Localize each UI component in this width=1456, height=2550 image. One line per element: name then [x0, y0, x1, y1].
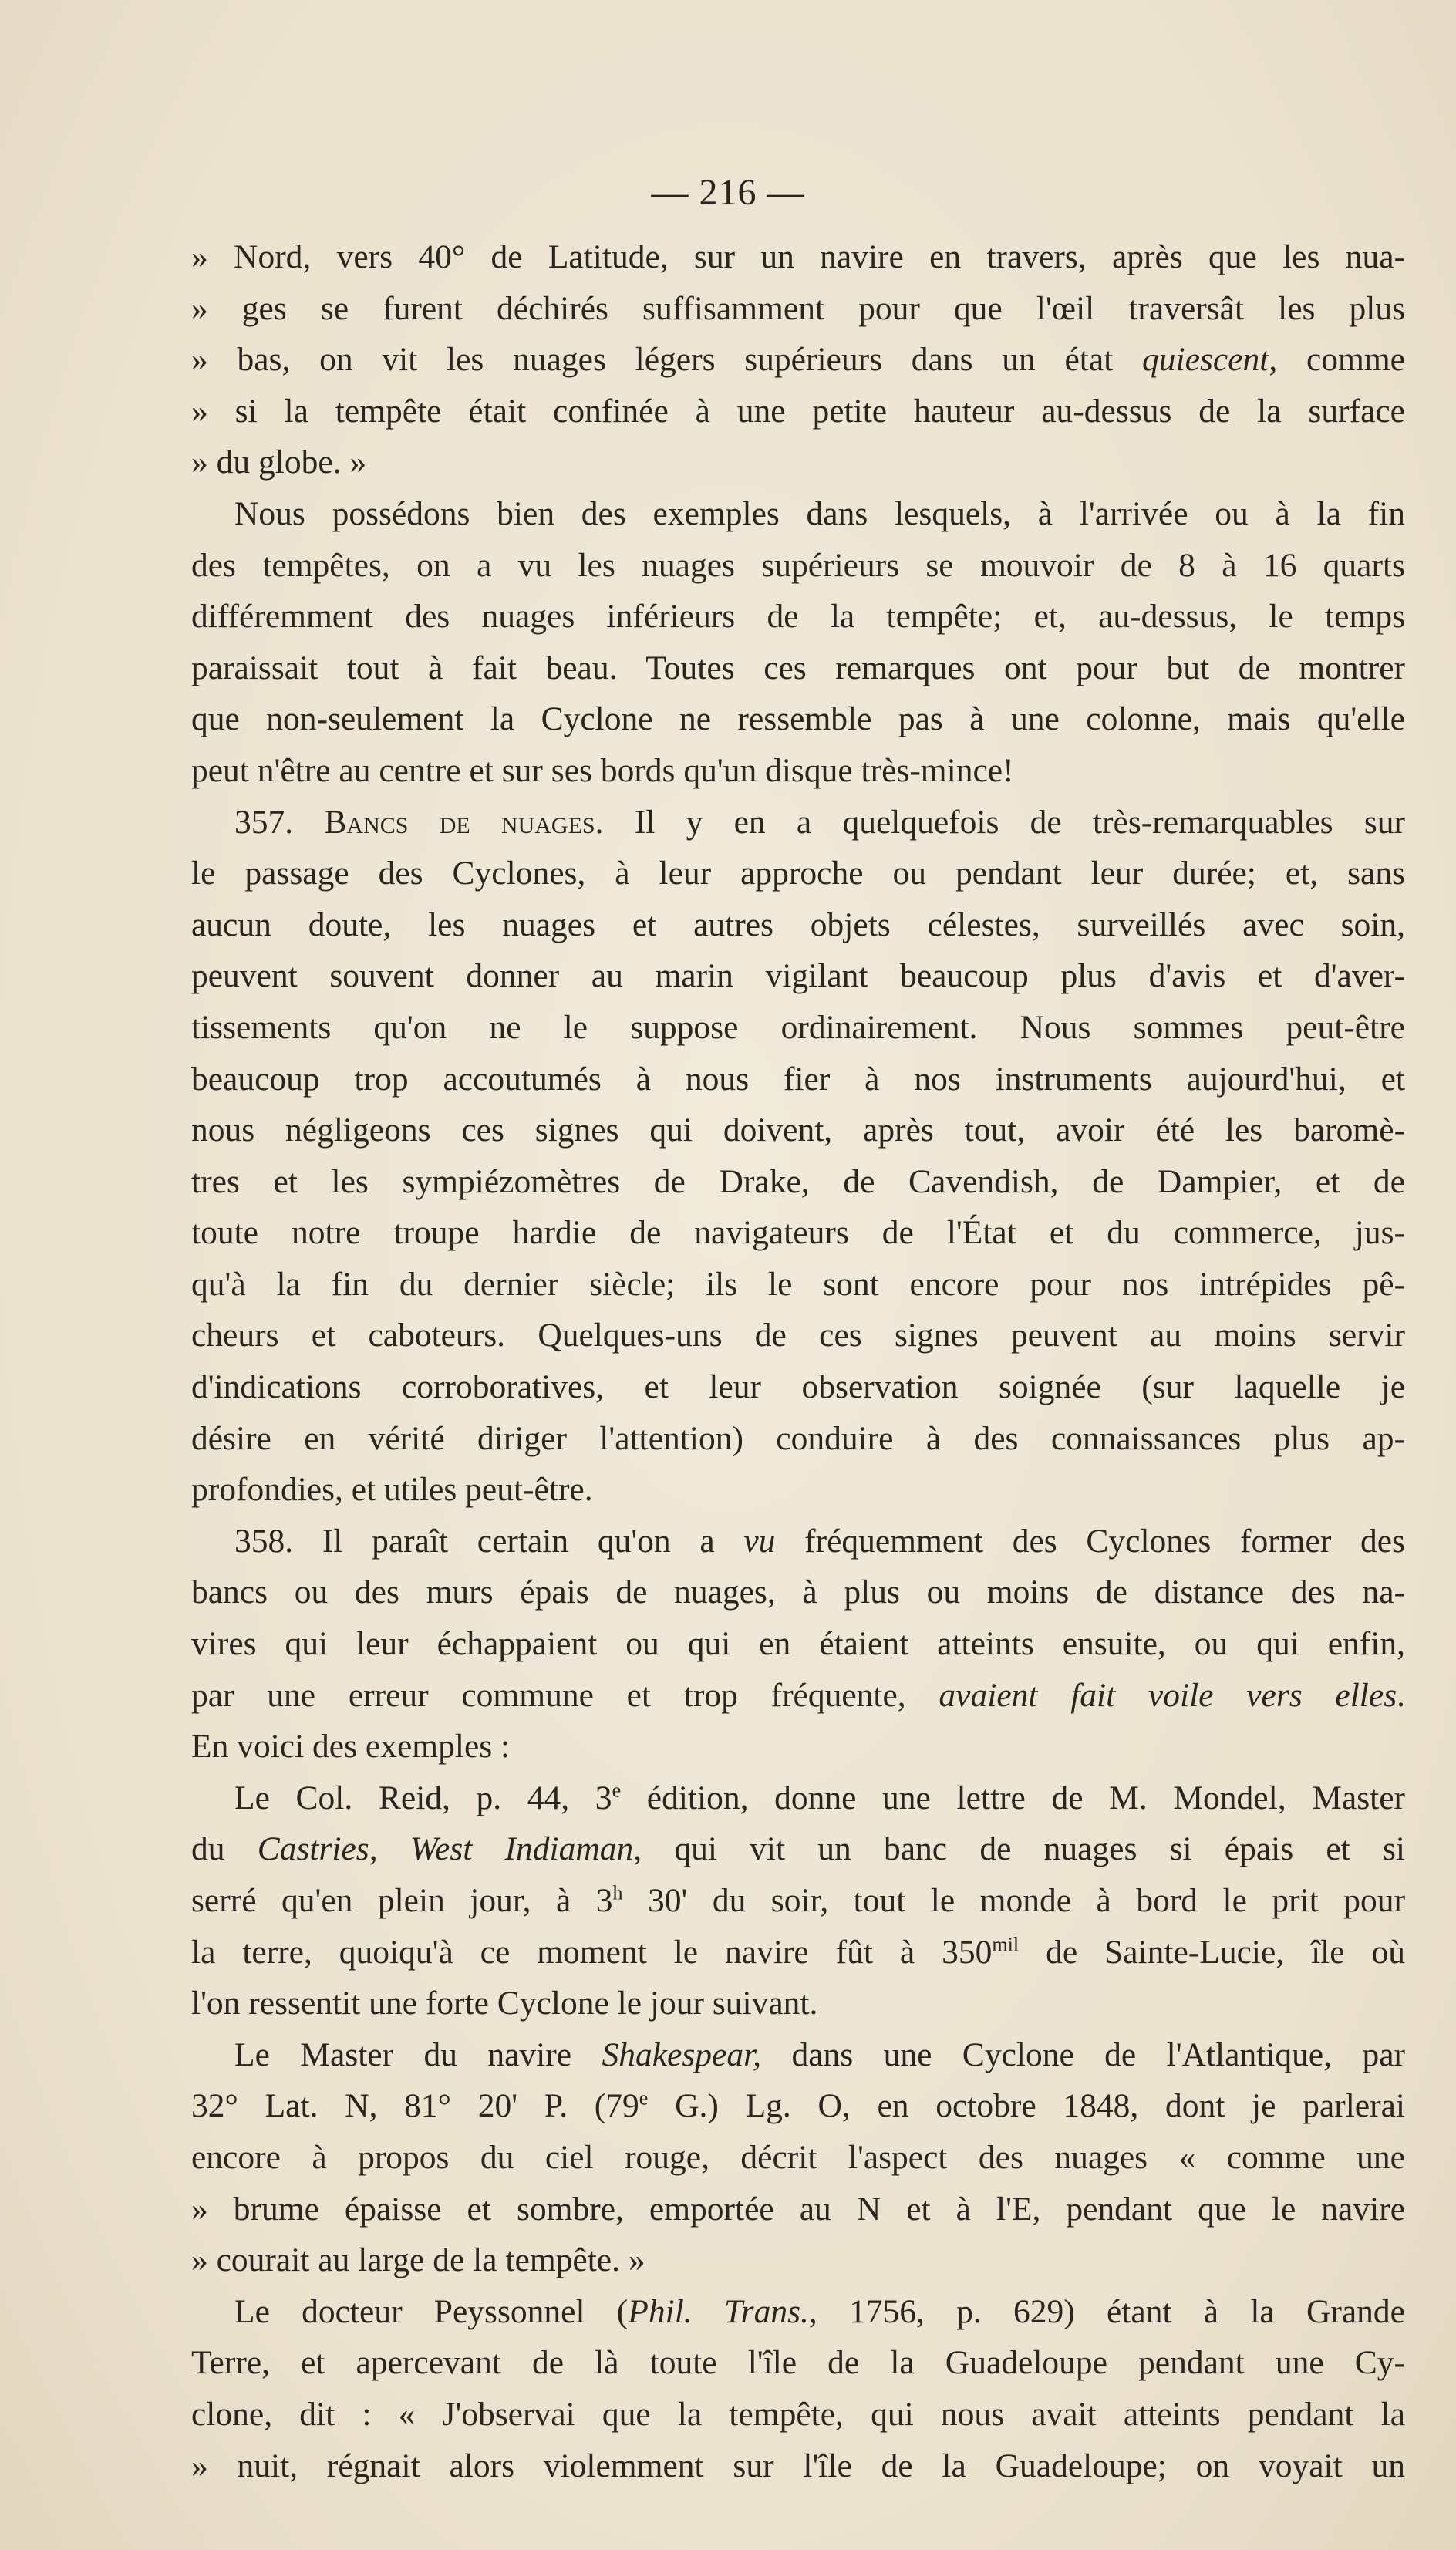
text-segment: 30' du soir, tout le monde à bord le prit pour — [622, 1882, 1405, 1919]
text-line: tissements qu'on ne le suppose ordinairement. Nous sommes peut-être — [191, 1008, 1405, 1046]
italic-text: quiescent — [1142, 341, 1269, 379]
italic-text: Castries, West Indiaman, — [257, 1830, 642, 1868]
text-line: que non-seulement la Cyclone ne ressemble pas à une colonne, mais qu'elle — [191, 700, 1405, 738]
text-line: peut n'être au centre et sur ses bords qu'un disque très-mince! — [191, 751, 1014, 789]
section-heading: Bancs de nuages — [324, 803, 595, 841]
text-segment: du — [191, 1830, 258, 1868]
text-line: d'indications corroboratives, et leur observation soignée (sur laquelle je — [191, 1368, 1405, 1406]
text-line — [191, 2080, 1405, 2132]
text-line: beaucoup trop accoutumés à nous fier à nos instruments aujourd'hui, et — [191, 1060, 1405, 1098]
text-segment: . Il y en a quelquefois de très-remarquables sur — [595, 803, 1405, 841]
italic-text: Shakespear, — [602, 2036, 762, 2073]
text-line — [191, 1823, 1405, 1875]
text-line — [191, 1516, 1405, 1567]
text-line: » si la tempête était confinée à une petite hauteur au-dessus de la surface — [191, 392, 1405, 430]
text-segment: 32° Lat. N, 81° 20' P. (79 — [191, 2087, 639, 2125]
text-segment: serré qu'en plein jour, à 3 — [191, 1882, 613, 1919]
superscript: e — [639, 2086, 649, 2110]
text-segment: , 1756, p. 629) étant à la Grande — [808, 2292, 1405, 2330]
text-line: le passage des Cyclones, à leur approche ou pendant leur durée; et, sans — [191, 855, 1405, 892]
text-line: » courait au large de la tempête. » — [191, 2241, 645, 2279]
text-line: En voici des exemples : — [191, 1728, 511, 1766]
text-line: l'on ressentit une forte Cyclone le jour suivant. — [191, 1985, 818, 2022]
text-line: clone, dit : « J'observai que la tempête, qui nous avait atteints pendant la — [191, 2395, 1405, 2433]
text-line — [191, 1875, 1405, 1927]
superscript: e — [612, 1779, 622, 1802]
text-segment: Le Master du navire — [234, 2036, 602, 2073]
italic-text: avaient fait voile vers elles — [939, 1676, 1397, 1714]
text-segment: par une erreur commune et trop fréquente, — [191, 1676, 939, 1714]
text-segment: G.) Lg. O, en octobre 1848, dont je parlerai — [648, 2087, 1405, 2125]
superscript: h — [612, 1881, 623, 1904]
text-line: » brume épaisse et sombre, emportée au N et à l'E, pendant que le navire — [191, 2190, 1405, 2228]
text-line: encore à propos du ciel rouge, décrit l'aspect des nuages « comme une — [191, 2138, 1405, 2176]
text-line: paraissait tout à fait beau. Toutes ces remarques ont pour but de montrer — [191, 649, 1405, 686]
text-line: » du globe. » — [191, 444, 367, 481]
text-line — [191, 334, 1405, 386]
text-line: nous négligeons ces signes qui doivent, après tout, avoir été les baromè- — [191, 1111, 1405, 1149]
text-line: » Nord, vers 40° de Latitude, sur un navire en travers, après que les nua- — [191, 238, 1405, 275]
text-segment: Le docteur Peyssonnel ( — [234, 2292, 629, 2330]
page-number: — 216 — — [651, 172, 805, 213]
body-text — [191, 231, 1405, 2491]
text-segment: édition, donne une lettre de M. Mondel, Master — [621, 1779, 1405, 1816]
text-segment: la terre, quoiqu'à ce moment le navire fût à 350 — [191, 1933, 993, 1971]
text-line: profondies, et utiles peut-être. — [191, 1471, 593, 1509]
text-line — [191, 1927, 1405, 1978]
text-line: désire en vérité diriger l'attention) conduire à des connaissances plus ap- — [191, 1419, 1405, 1457]
text-line — [191, 1670, 1405, 1722]
text-line: des tempêtes, on a vu les nuages supérieurs se mouvoir de 8 à 16 quarts — [191, 546, 1405, 584]
italic-text: Phil. Trans. — [628, 2292, 809, 2330]
text-segment: Le Col. Reid, p. 44, 3 — [234, 1779, 612, 1816]
text-segment: qui vit un banc de nuages si épais et si — [642, 1830, 1405, 1868]
text-segment: 357. — [234, 803, 325, 841]
text-line: vires qui leur échappaient ou qui en étaient atteints ensuite, ou qui enfin, — [191, 1625, 1405, 1663]
text-segment: fréquemment des Cyclones former des — [775, 1522, 1405, 1560]
text-segment: . — [1397, 1676, 1405, 1714]
text-line — [191, 2029, 1405, 2081]
text-segment: , comme — [1269, 341, 1405, 379]
text-segment: dans une Cyclone de l'Atlantique, par — [761, 2036, 1405, 2073]
text-line: qu'à la fin du dernier siècle; ils le sont encore pour nos intrépides pê- — [191, 1265, 1405, 1303]
superscript: mil — [992, 1933, 1020, 1956]
text-line: cheurs et caboteurs. Quelques-uns de ces signes peuvent au moins servir — [191, 1317, 1405, 1354]
text-line: bancs ou des murs épais de nuages, à plus ou moins de distance des na- — [191, 1574, 1405, 1611]
text-line: différemment des nuages inférieurs de la tempête; et, au-dessus, le temps — [191, 598, 1405, 636]
text-line: peuvent souvent donner au marin vigilant beaucoup plus d'avis et d'aver- — [191, 957, 1405, 995]
text-line: » nuit, régnait alors violemment sur l'île de la Guadeloupe; on voyait un — [191, 2447, 1405, 2484]
text-line: tres et les sympiézomètres de Drake, de Cavendish, de Dampier, et de — [191, 1162, 1405, 1200]
text-line: aucun doute, les nuages et autres objets célestes, surveillés avec soin, — [191, 906, 1405, 943]
text-line: toute notre troupe hardie de navigateurs de l'État et du commerce, jus- — [191, 1214, 1405, 1252]
text-line: » ges se furent déchirés suffisamment pour que l'œil traversât les plus — [191, 289, 1405, 327]
text-segment: 358. Il paraît certain qu'on a — [234, 1522, 744, 1560]
text-line: Nous possédons bien des exemples dans lesquels, à l'arrivée ou à la fin — [234, 494, 1405, 532]
text-line — [191, 1773, 1405, 1824]
text-segment: » bas, on vit les nuages légers supérieurs dans un état — [191, 341, 1143, 379]
text-segment: de Sainte-Lucie, île où — [1019, 1933, 1405, 1971]
italic-text: vu — [743, 1522, 776, 1560]
text-line — [191, 2286, 1405, 2338]
text-line — [191, 797, 1405, 848]
text-line: Terre, et apercevant de là toute l'île de la Guadeloupe pendant une Cy- — [191, 2344, 1405, 2382]
